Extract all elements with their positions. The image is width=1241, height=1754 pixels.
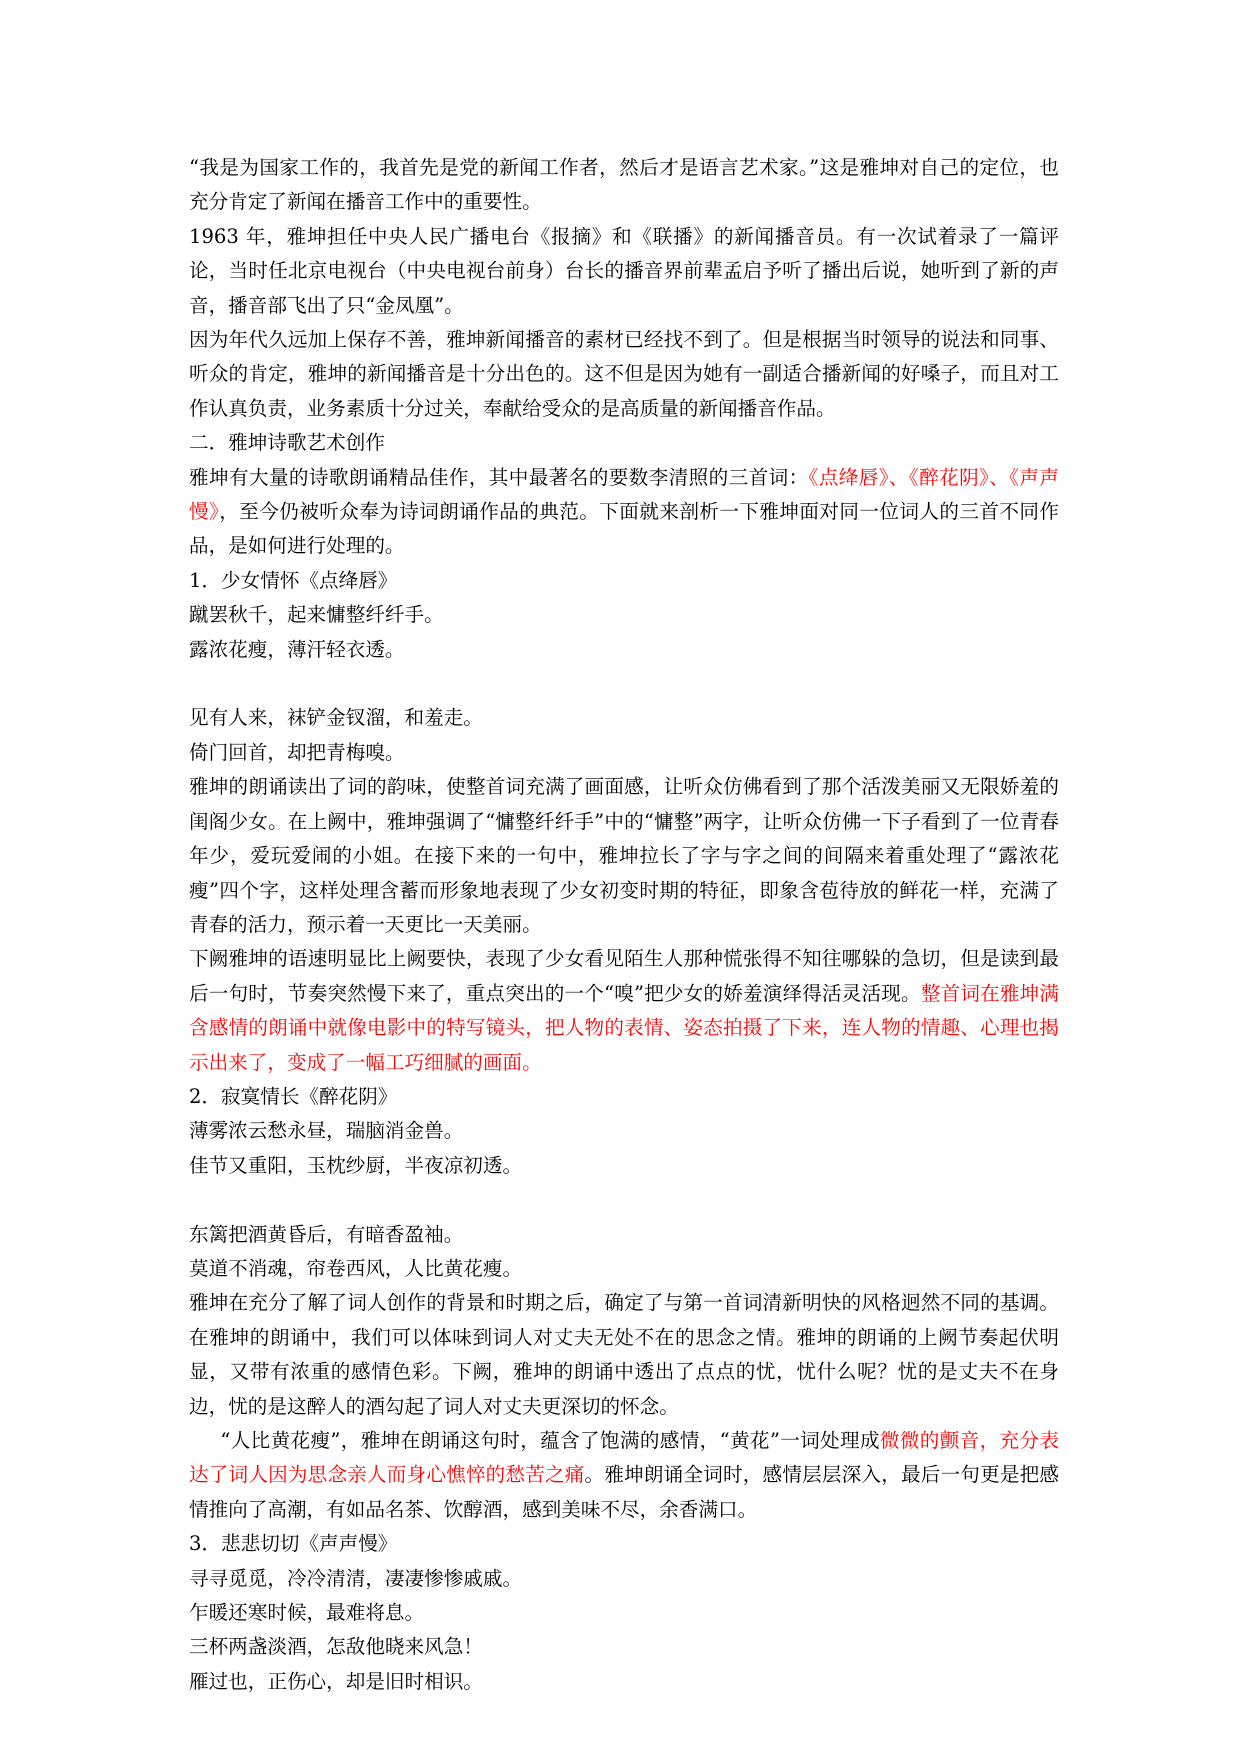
text-run: 下阙雅坤的语速明显比上阙要快，表现了少女看见陌生人那种慌张得不知往哪躲的急切，但是读到最后一句时，节奏突然慢下来了，重点突出的一个“嗅”把少女的娇羞演绎得活灵活现。 [189, 947, 1059, 1005]
text-run: 雅坤的朗诵读出了词的韵味，使整首词充满了画面感，让听众仿佛看到了那个活泼美丽又无限娇羞的闺阁少女。在上阙中，雅坤强调了“慵整纤纤手”中的“慵整”两字，让听众仿佛一下子看到了一位青春年少，爱玩爱闹的小姐。在接下来的一句中，雅坤拉长了字与字之间的间隔来着重处理了“露浓花瘦”四个字，这样处理含蓄而形象地表现了少女初变时期的特征，即象含苞待放的鲜花一样，充满了青春的活力，预示着一天更比一天美丽。 [189, 775, 1059, 936]
blank-line [189, 667, 1059, 701]
text-run: 因为年代久远加上保存不善，雅坤新闻播音的素材已经找不到了。但是根据当时领导的说法和同事、听众的肯定，雅坤的新闻播音是十分出色的。这不但是因为她有一副适合播新闻的好嗓子，而且对工作认真负责，业务素质十分过关，奉献给受众的是高质量的新闻播音作品。 [189, 328, 1059, 420]
text-run: 1963 年，雅坤担任中央人民广播电台《报摘》和《联播》的新闻播音员。有一次试着录了一篇评论，当时任北京电视台（中央电视台前身）台长的播音界前辈孟启予听了播出后说，她听到了新的声音，播音部飞出了只“金凤凰”。 [189, 224, 1059, 317]
text-run: 寻寻觅觅，冷冷清清，凄凄惨惨戚戚。 [189, 1566, 523, 1590]
body-paragraph [189, 220, 1059, 323]
text-run: 蹴罢秋千，起来慵整纤纤手。 [189, 603, 444, 627]
text-run: 二．雅坤诗歌艺术创作 [189, 431, 385, 455]
body-paragraph [189, 323, 1059, 426]
indented-paragraph [189, 1424, 1059, 1527]
poem-line [189, 1665, 1059, 1699]
poem-line [189, 1149, 1059, 1183]
text-run: “我是为国家工作的，我首先是党的新闻工作者，然后才是语言艺术家。”这是雅坤对自己的定位，也充分肯定了新闻在播音工作中的重要性。 [189, 156, 1059, 214]
text-run: 1．少女情怀《点绛唇》 [189, 568, 398, 592]
section-heading [189, 564, 1059, 598]
highlighted-text: 整首词在雅坤满含感情的朗诵中就像电影中的特写镜头，把人物的表情、姿态拍摄了下来，连人物的情趣、心理也揭示出来了，变成了一幅工巧细腻的画面。 [189, 981, 1059, 1074]
text-run: 佳节又重阳，玉枕纱厨，半夜凉初透。 [189, 1153, 523, 1177]
text-run: 2．寂寞情长《醉花阴》 [189, 1084, 398, 1108]
poem-line [189, 1252, 1059, 1286]
document-body [189, 151, 1059, 1699]
text-run: 见有人来，袜铲金钗溜，和羞走。 [189, 706, 483, 730]
body-paragraph [189, 942, 1059, 1080]
section-heading [189, 426, 1059, 460]
text-run: 雅坤有大量的诗歌朗诵精品佳作，其中最著名的要数李清照的三首词： [189, 465, 809, 489]
poem-line [189, 1562, 1059, 1596]
highlighted-text: 微微的颤音，充分表达了词人因为思念亲人而身心憔悴的愁苦之痛 [189, 1429, 1059, 1487]
text-run: 雁过也，正伤心，却是旧时相识。 [189, 1669, 483, 1693]
poem-line [189, 1630, 1059, 1664]
body-paragraph [189, 151, 1059, 220]
text-run: 。雅坤朗诵全词时，感情层层深入，最后一句更是把感情推向了高潮，有如品名茶、饮醇酒，感到美味不尽，余香满口。 [189, 1463, 1060, 1521]
body-paragraph [189, 461, 1059, 564]
blank-line [189, 1183, 1059, 1217]
highlighted-text: 《点绛唇》、《醉花阴》、《声声慢》 [189, 465, 1060, 524]
poem-line [189, 1114, 1059, 1148]
section-heading [189, 1527, 1059, 1561]
text-run: 莫道不消魂，帘卷西风，人比黄花瘦。 [189, 1256, 523, 1280]
text-run: 乍暖还寒时候，最难将息。 [189, 1601, 425, 1625]
text-run: 3．悲悲切切《声声慢》 [189, 1532, 398, 1556]
body-paragraph [189, 1286, 1059, 1424]
poem-line [189, 701, 1059, 735]
body-paragraph [189, 770, 1059, 942]
text-run: 露浓花瘦，薄汗轻衣透。 [189, 637, 405, 661]
poem-line [189, 1218, 1059, 1252]
text-run: 东篱把酒黄昏后，有暗香盈袖。 [189, 1222, 464, 1246]
poem-line [189, 633, 1059, 667]
text-run: 薄雾浓云愁永昼，瑞脑消金兽。 [189, 1119, 464, 1143]
text-run: 雅坤在充分了解了词人创作的背景和时期之后，确定了与第一首词清新明快的风格迥然不同的基调。在雅坤的朗诵中，我们可以体味到词人对丈夫无处不在的思念之情。雅坤的朗诵的上阙节奏起伏明显，又带有浓重的感情色彩。下阙，雅坤的朗诵中透出了点点的忧，忧什么呢？忧的是丈夫不在身边，忧的是这醉人的酒勾起了词人对丈夫更深切的怀念。 [189, 1291, 1059, 1418]
section-heading [189, 1080, 1059, 1114]
poem-line [189, 736, 1059, 770]
text-run: 三杯两盏淡酒，怎敌他晓来风急！ [189, 1635, 483, 1659]
poem-line [189, 598, 1059, 632]
text-run: “人比黄花瘦”，雅坤在朗诵这句时，蕴含了饱满的感情，“黄花”一词处理成 [220, 1429, 880, 1452]
text-run: 倚门回首，却把青梅嗅。 [189, 740, 405, 764]
poem-line [189, 1596, 1059, 1630]
text-run: ，至今仍被听众奉为诗词朗诵作品的典范。下面就来剖析一下雅坤面对同一位词人的三首不同作品，是如何进行处理的。 [189, 500, 1060, 558]
